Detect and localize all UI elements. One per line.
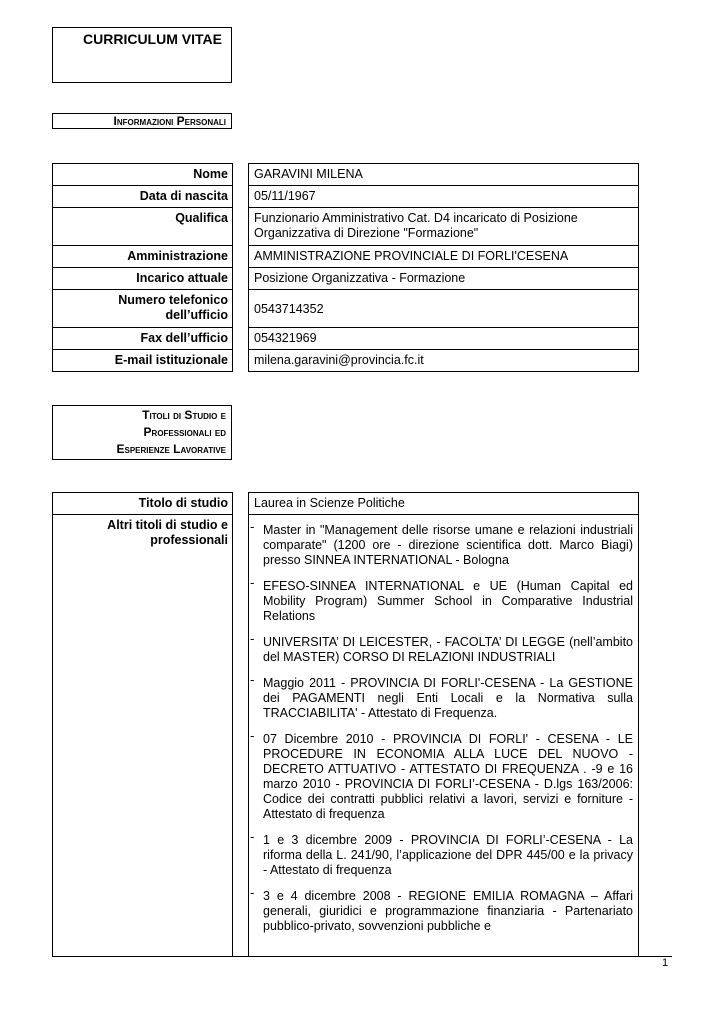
list-item: - EFESO-SINNEA INTERNATIONAL e UE (Human Capital ed Mobility Program) Summer School in Comparative Industrial Relations <box>249 579 633 624</box>
list-item: - 1 e 3 dicembre 2009 - PROVINCIA DI FORLI’-CESENA - La riforma della L. 241/90, l’applicazione del DPR 445/00 e la privacy - Attestato di frequenza <box>249 833 633 878</box>
label-qualifica: Qualifica <box>53 208 233 246</box>
table-row <box>53 493 639 515</box>
list-item: - Maggio 2011 - PROVINCIA DI FORLI'-CESENA - La GESTIONE dei PAGAMENTI negli Enti Locali e la Normativa sulla TRACCIABILITA' - Attestato di Frequenza. <box>249 676 633 721</box>
value-titolo-studio: Laurea in Scienze Politiche <box>249 493 639 515</box>
page-number: 1 <box>662 957 669 969</box>
value-altri-titoli <box>249 515 639 956</box>
table-row <box>53 208 639 246</box>
section-studies-heading <box>52 405 232 460</box>
value-telefono: 0543714352 <box>249 290 639 328</box>
personal-info-table <box>52 163 639 372</box>
label-altri-titoli: Altri titoli di studio e professionali <box>53 515 233 956</box>
label-incarico: Incarico attuale <box>53 268 233 290</box>
section-studies-label: Titoli di Studio e Professionali ed Esperienze Lavorative <box>116 408 226 456</box>
studies-table <box>52 492 639 956</box>
label-data-nascita: Data di nascita <box>53 186 233 208</box>
footer-rule <box>52 956 672 957</box>
table-row <box>53 328 639 350</box>
label-amministrazione: Amministrazione <box>53 246 233 268</box>
label-telefono: Numero telefonico dell’ufficio <box>53 290 233 328</box>
list-item: - UNIVERSITA’ DI LEICESTER, - FACOLTA’ DI LEGGE (nell’ambito del MASTER) CORSO DI RELAZIONI INDUSTRIALI <box>249 635 633 665</box>
list-item: - 07 Dicembre 2010 - PROVINCIA DI FORLI' - CESENA - LE PROCEDURE IN ECONOMIA ALLA LUCE DEL NUOVO - DECRETO ATTUATIVO - ATTESTATO DI FREQUENZA . -9 e 16 marzo 2010 - PROVINCIA DI FORLI’-CESENA - D.lgs 163/2006: Codice dei contratti pubblici relativi a lavori, servizi e forniture - Attestato di frequenza <box>249 732 633 822</box>
label-fax: Fax dell’ufficio <box>53 328 233 350</box>
value-data-nascita: 05/11/1967 <box>249 186 639 208</box>
table-row <box>53 164 639 186</box>
label-titolo-studio: Titolo di studio <box>53 493 233 515</box>
table-row <box>53 186 639 208</box>
value-nome: GARAVINI MILENA <box>249 164 639 186</box>
value-email: milena.garavini@provincia.fc.it <box>249 350 639 372</box>
list-item: - Master in "Management delle risorse umane e relazioni industriali comparate" (1200 ore - direzione scientifica dott. Marco Biagi) presso SINNEA INTERNATIONAL - Bologna <box>249 523 633 568</box>
cv-title: CURRICULUM VITAE <box>83 31 222 47</box>
list-item: - 3 e 4 dicembre 2008 - REGIONE EMILIA ROMAGNA – Affari generali, giuridici e programmazione finanziaria - Partenariato pubblico-privato, sovvenzioni pubbliche e <box>249 889 633 934</box>
table-row <box>53 515 639 956</box>
cv-title-box <box>52 27 232 83</box>
studies-list <box>249 523 633 934</box>
label-email: E-mail istituzionale <box>53 350 233 372</box>
section-personal-info-label: Informazioni Personali <box>113 114 226 128</box>
label-nome: Nome <box>53 164 233 186</box>
value-incarico: Posizione Organizzativa - Formazione <box>249 268 639 290</box>
section-personal-info-heading <box>52 113 232 129</box>
table-row <box>53 290 639 328</box>
table-row <box>53 268 639 290</box>
value-amministrazione: AMMINISTRAZIONE PROVINCIALE DI FORLI'CESENA <box>249 246 639 268</box>
table-row <box>53 246 639 268</box>
value-fax: 054321969 <box>249 328 639 350</box>
value-qualifica: Funzionario Amministrativo Cat. D4 incaricato di Posizione Organizzativa di Direzione "Formazione" <box>249 208 639 246</box>
table-row <box>53 350 639 372</box>
